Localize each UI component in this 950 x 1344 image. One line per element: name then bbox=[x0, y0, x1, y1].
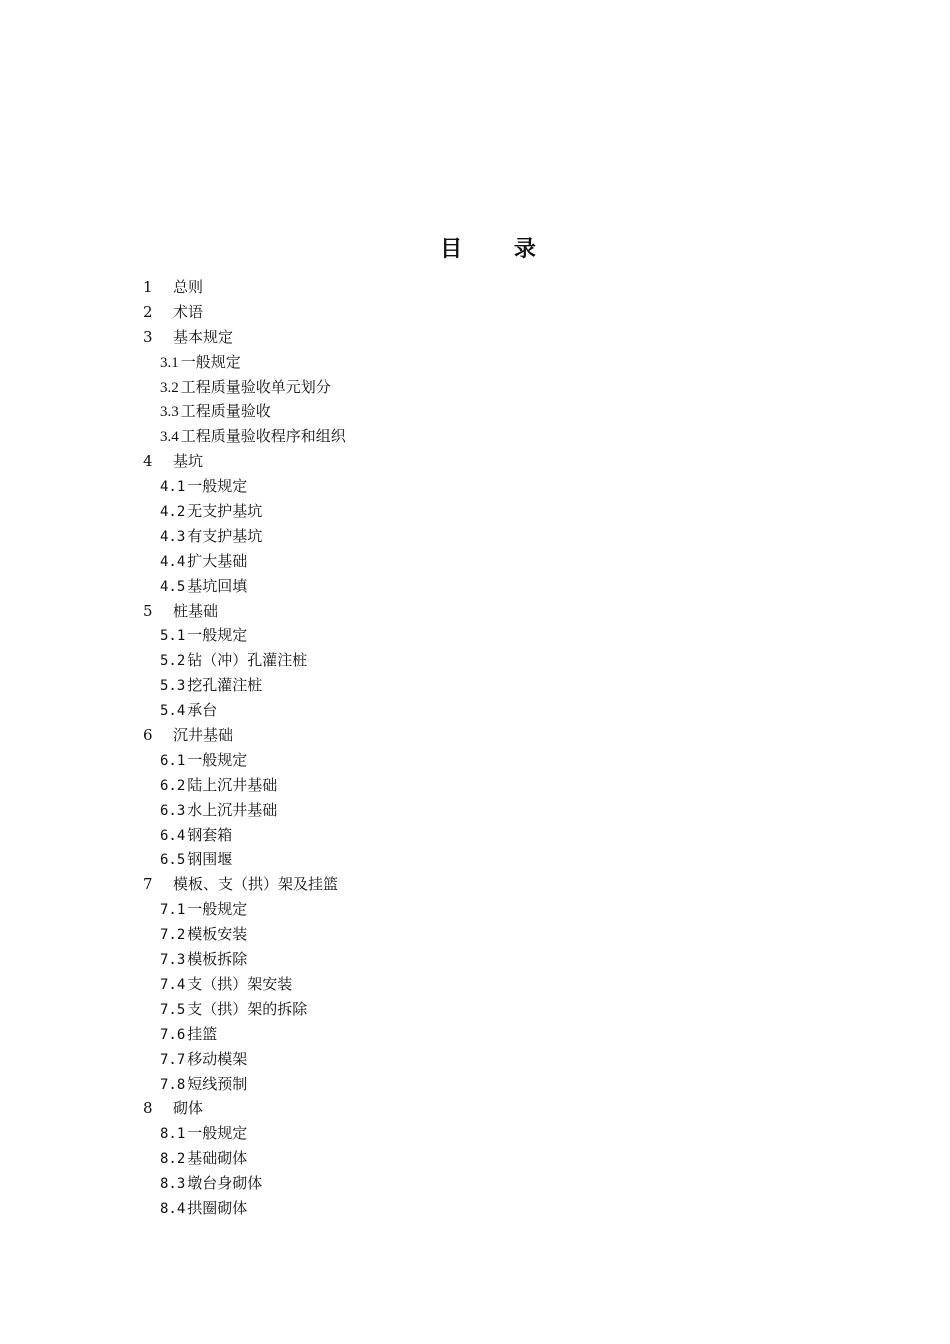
toc-number: 6.5 bbox=[160, 852, 186, 869]
toc-number: 2 bbox=[143, 302, 153, 321]
toc-label: 水上沉井基础 bbox=[187, 800, 278, 819]
toc-label: 钢套箱 bbox=[187, 825, 233, 844]
toc-chapter[interactable] bbox=[143, 449, 346, 474]
toc-section[interactable] bbox=[143, 574, 346, 599]
toc-chapter[interactable] bbox=[143, 275, 346, 300]
toc-number: 6.2 bbox=[160, 777, 186, 794]
toc-label: 砌体 bbox=[173, 1099, 204, 1118]
toc-label: 一般规定 bbox=[180, 352, 241, 371]
toc-chapter[interactable] bbox=[143, 325, 346, 350]
toc-chapter[interactable] bbox=[143, 872, 346, 897]
toc-label: 有支护基坑 bbox=[187, 526, 263, 545]
toc-label: 无支护基坑 bbox=[187, 502, 263, 521]
toc-label: 模板拆除 bbox=[187, 950, 248, 969]
toc-label: 短线预制 bbox=[187, 1074, 248, 1093]
toc-label: 工程质量验收 bbox=[180, 402, 271, 421]
toc-label: 工程质量验收单元划分 bbox=[180, 377, 331, 396]
toc-number: 1 bbox=[143, 278, 153, 296]
toc-number: 3 bbox=[143, 327, 153, 346]
toc-number: 7.4 bbox=[160, 976, 186, 993]
toc-section[interactable] bbox=[143, 399, 346, 424]
toc-section[interactable] bbox=[143, 1196, 346, 1221]
toc-label: 钢围堰 bbox=[187, 850, 233, 869]
toc-section[interactable] bbox=[143, 972, 346, 997]
table-of-contents bbox=[143, 275, 346, 1221]
toc-section[interactable] bbox=[143, 424, 346, 449]
toc-label: 模板安装 bbox=[187, 925, 248, 944]
toc-number: 4.3 bbox=[160, 528, 186, 545]
toc-number: 5 bbox=[143, 601, 153, 620]
toc-label: 基坑 bbox=[173, 452, 204, 471]
toc-section[interactable] bbox=[143, 922, 346, 947]
toc-label: 术语 bbox=[173, 302, 204, 321]
toc-number: 5.3 bbox=[160, 678, 186, 695]
toc-number: 3.2 bbox=[160, 379, 179, 396]
toc-number: 8.2 bbox=[160, 1151, 186, 1168]
toc-number: 5.2 bbox=[160, 653, 186, 670]
toc-label: 工程质量验收程序和组织 bbox=[180, 427, 346, 446]
toc-number: 7.7 bbox=[160, 1051, 186, 1068]
toc-number: 5.4 bbox=[160, 703, 186, 720]
toc-label: 墩台身砌体 bbox=[187, 1174, 263, 1193]
toc-number: 7 bbox=[143, 875, 153, 894]
toc-section[interactable] bbox=[143, 1072, 346, 1097]
toc-section[interactable] bbox=[143, 1146, 346, 1171]
toc-section[interactable] bbox=[143, 549, 346, 574]
toc-number: 8.3 bbox=[160, 1176, 186, 1193]
toc-label: 支（拱）架安装 bbox=[187, 974, 293, 993]
toc-section[interactable] bbox=[143, 897, 346, 922]
toc-label: 基坑回填 bbox=[187, 576, 248, 595]
toc-section[interactable] bbox=[143, 648, 346, 673]
toc-chapter[interactable] bbox=[143, 1096, 346, 1121]
toc-label: 承台 bbox=[187, 701, 218, 720]
toc-number: 4.2 bbox=[160, 504, 186, 521]
toc-label: 挂篮 bbox=[187, 1024, 218, 1043]
toc-section[interactable] bbox=[143, 823, 346, 848]
toc-label: 一般规定 bbox=[187, 477, 248, 496]
toc-number: 7.1 bbox=[160, 902, 186, 919]
toc-number: 4.4 bbox=[160, 553, 186, 570]
toc-number: 4.5 bbox=[160, 578, 186, 595]
toc-section[interactable] bbox=[143, 947, 346, 972]
toc-number: 4.1 bbox=[160, 479, 186, 496]
toc-section[interactable] bbox=[143, 375, 346, 400]
toc-label: 模板、支（拱）架及挂篮 bbox=[173, 875, 339, 894]
toc-number: 3.4 bbox=[160, 429, 179, 446]
toc-number: 3.3 bbox=[160, 404, 179, 421]
toc-number: 8.1 bbox=[160, 1126, 186, 1143]
toc-label: 沉井基础 bbox=[173, 726, 234, 745]
toc-label: 拱圈砌体 bbox=[187, 1198, 248, 1217]
toc-section[interactable] bbox=[143, 499, 346, 524]
toc-section[interactable] bbox=[143, 1047, 346, 1072]
toc-section[interactable] bbox=[143, 673, 346, 698]
toc-label: 陆上沉井基础 bbox=[187, 775, 278, 794]
toc-number: 3.1 bbox=[160, 354, 179, 371]
toc-label: 基本规定 bbox=[173, 327, 234, 346]
toc-label: 一般规定 bbox=[187, 900, 248, 919]
toc-section[interactable] bbox=[143, 698, 346, 723]
toc-section[interactable] bbox=[143, 773, 346, 798]
toc-section[interactable] bbox=[143, 847, 346, 872]
toc-label: 桩基础 bbox=[173, 601, 219, 620]
toc-number: 7.6 bbox=[160, 1026, 186, 1043]
toc-section[interactable] bbox=[143, 798, 346, 823]
toc-section[interactable] bbox=[143, 474, 346, 499]
toc-number: 4 bbox=[143, 452, 153, 471]
toc-section[interactable] bbox=[143, 748, 346, 773]
toc-number: 8 bbox=[143, 1099, 153, 1118]
toc-section[interactable] bbox=[143, 350, 346, 375]
toc-label: 总则 bbox=[173, 278, 204, 296]
toc-label: 一般规定 bbox=[187, 626, 248, 645]
toc-number: 6.3 bbox=[160, 802, 186, 819]
toc-section[interactable] bbox=[143, 1171, 346, 1196]
toc-label: 一般规定 bbox=[187, 750, 248, 769]
toc-number: 7.5 bbox=[160, 1001, 186, 1018]
toc-label: 移动模架 bbox=[187, 1049, 248, 1068]
toc-label: 钻（冲）孔灌注桩 bbox=[187, 651, 308, 670]
toc-number: 7.3 bbox=[160, 952, 186, 969]
toc-section[interactable] bbox=[143, 997, 346, 1022]
toc-section[interactable] bbox=[143, 524, 346, 549]
toc-section[interactable] bbox=[143, 1121, 346, 1146]
toc-number: 7.8 bbox=[160, 1076, 186, 1093]
page-title: 目 录 bbox=[440, 236, 558, 262]
toc-number: 6.1 bbox=[160, 752, 186, 769]
toc-label: 一般规定 bbox=[187, 1124, 248, 1143]
toc-section[interactable] bbox=[143, 1022, 346, 1047]
toc-chapter[interactable] bbox=[143, 599, 346, 624]
toc-label: 扩大基础 bbox=[187, 551, 248, 570]
toc-chapter[interactable] bbox=[143, 723, 346, 748]
toc-label: 支（拱）架的拆除 bbox=[187, 999, 308, 1018]
toc-chapter[interactable] bbox=[143, 300, 346, 325]
toc-section[interactable] bbox=[143, 623, 346, 648]
toc-number: 6.4 bbox=[160, 827, 186, 844]
toc-number: 8.4 bbox=[160, 1200, 186, 1217]
toc-number: 7.2 bbox=[160, 927, 186, 944]
toc-number: 6 bbox=[143, 726, 153, 745]
toc-label: 基础砌体 bbox=[187, 1149, 248, 1168]
toc-label: 挖孔灌注桩 bbox=[187, 676, 263, 695]
toc-number: 5.1 bbox=[160, 628, 186, 645]
